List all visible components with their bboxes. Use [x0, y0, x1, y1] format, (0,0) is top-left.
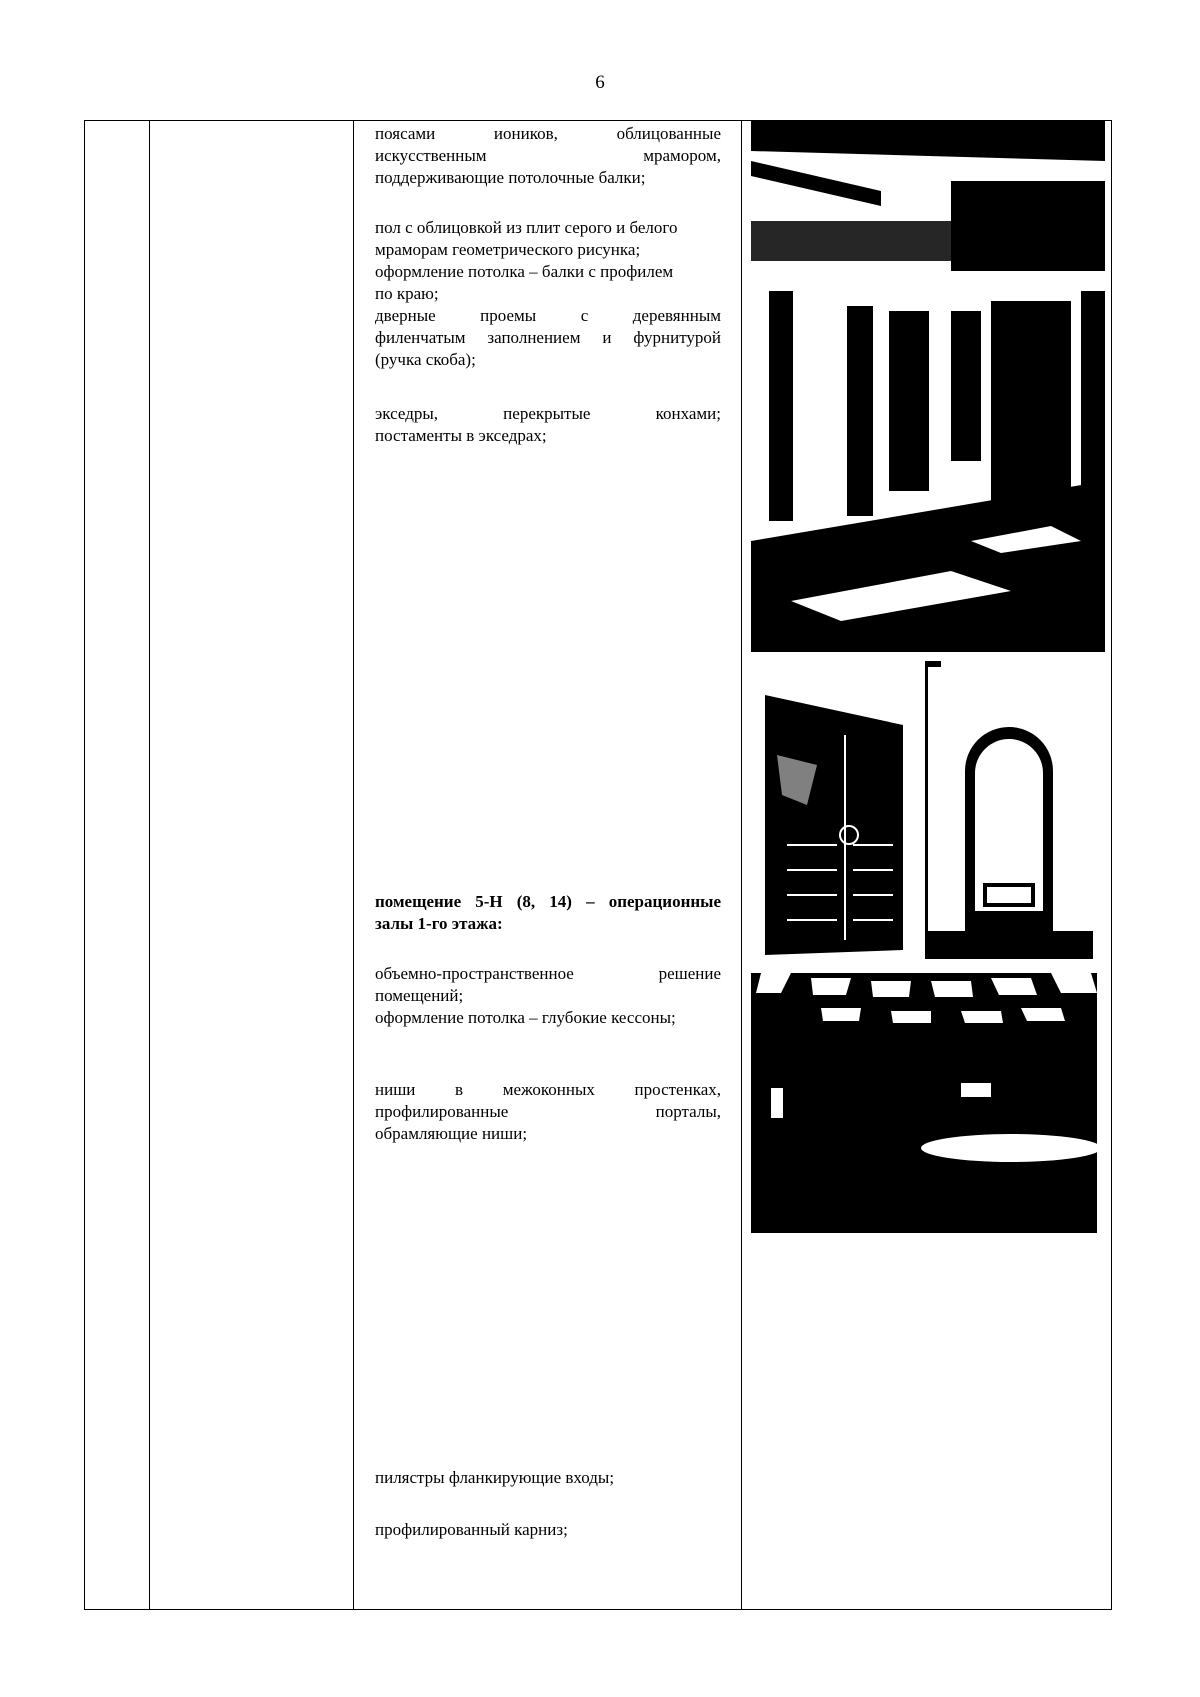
column-divider-2 [353, 121, 354, 1609]
description-column [363, 121, 731, 1609]
text-block-exedrae: экседры, перекрытые конхами; постаменты в экседрах; [375, 404, 721, 445]
photo-wooden-door [757, 695, 921, 959]
text-block-floor-ceiling-doors: пол с облицовкой из плит серого и белого мраморам геометрического рисунка; оформление потолка – балки с профилем по краю; дверные проемы с деревянным филенчатым заполнением и фурнитурой (ручка скоба); [375, 218, 721, 369]
text-block-niches: ниши в межоконных простенках, профилированные порталы, обрамляющие ниши; [375, 1080, 721, 1143]
column-divider-3 [741, 121, 742, 1609]
section-heading: помещение 5-Н (8, 14) – операционные залы 1-го этажа: [375, 892, 721, 933]
page-number: 6 [595, 72, 605, 93]
photo-hall-columns [751, 121, 1105, 652]
text-block-cornice: профилированный карниз; [375, 1520, 568, 1539]
photo-arched-niche [925, 661, 1093, 959]
text-block-entrance-pilasters: пилястры фланкирующие входы; [375, 1468, 615, 1487]
text-block-volume-ceiling: объемно-пространственное решение помещений; оформление потолка – глубокие кессоны; [375, 964, 721, 1027]
photo-coffered-hall [751, 973, 1097, 1233]
text-block-pilasters: поясами иоников, облицованные искусственным мрамором, поддерживающие потолочные балки; [375, 124, 721, 187]
document-table [84, 120, 1112, 1610]
column-divider-1 [149, 121, 150, 1609]
